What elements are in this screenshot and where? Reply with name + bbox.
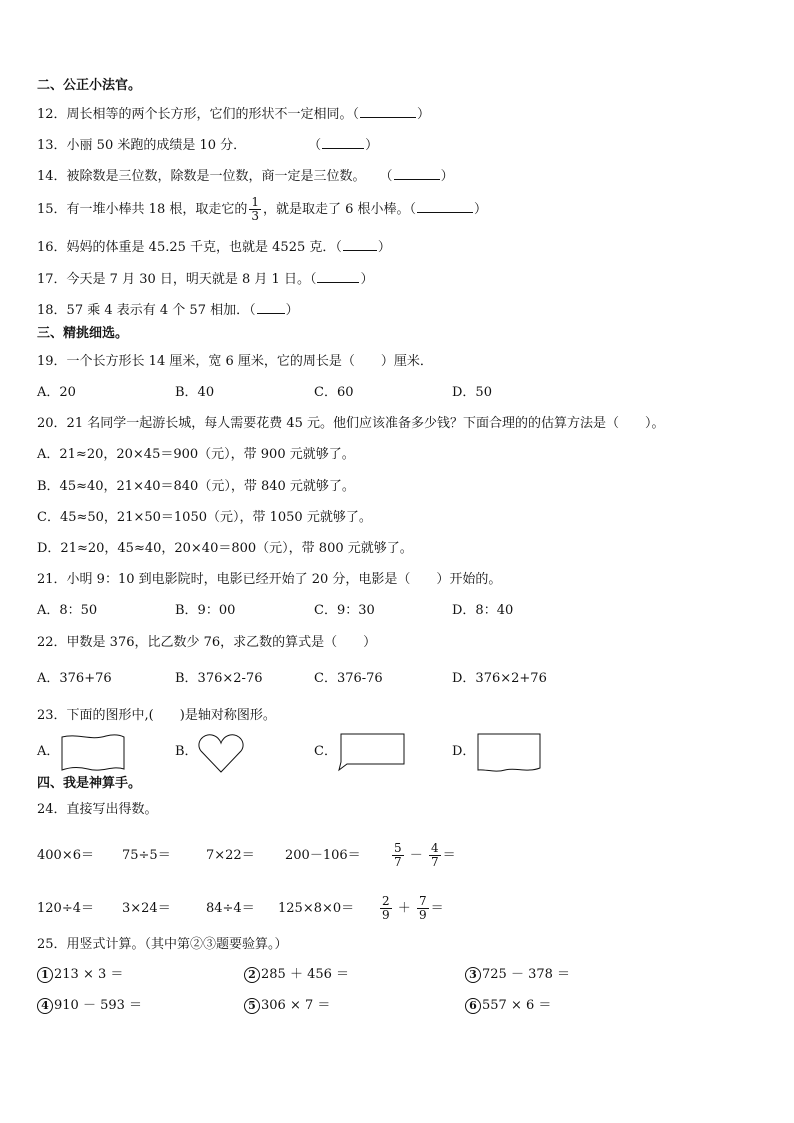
question-13: 13．小丽 50 米跑的成绩是 10 分． （ ） (37, 138, 379, 153)
question-15: 15．有一堆小棒共 18 根，取走它的 $\frac{1}{3}$ ，就是取走了 6 根小棒。（ ） (37, 195, 488, 223)
fraction-calc: $\frac{2}{9}$ ＋ $\frac{7}{9}$ ＝ (382, 894, 444, 922)
answer-blank[interactable] (317, 270, 359, 283)
option-c[interactable]: C． (314, 744, 337, 759)
question-20: 20．21 名同学一起游长城，每人需要花费 45 元。他们应该准备多少钱？下面合理的的估算方法是（ ）。 (37, 416, 665, 431)
option-a[interactable]: A． (37, 744, 60, 759)
question-18: 18．57 乘 4 表示有 4 个 57 相加．（ ） (37, 303, 299, 318)
calc-item: 400×6＝ (37, 848, 94, 863)
answer-blank[interactable] (394, 167, 440, 180)
option-a[interactable]: A．376+76 (37, 671, 112, 686)
answer-blank[interactable] (417, 200, 473, 213)
question-23: 23．下面的图形中,( )是轴对称图形。 (37, 708, 276, 723)
wavy-flag-shape[interactable] (60, 732, 126, 774)
circled-number: 1 (37, 967, 53, 983)
option-a[interactable]: A．8：50 (37, 603, 98, 618)
question-17: 17．今天是 7 月 30 日，明天就是 8 月 1 日。（ ） (37, 272, 374, 287)
answer-blank[interactable] (257, 301, 285, 314)
question-19: 19．一个长方形长 14 厘米，宽 6 厘米，它的周长是（ ）厘米． (37, 354, 433, 369)
option-b[interactable]: B．40 (175, 385, 215, 400)
circled-number: 6 (465, 998, 481, 1014)
option-b[interactable]: B．9：00 (175, 603, 236, 618)
heart-shape[interactable] (197, 732, 245, 774)
option-c[interactable]: C．60 (314, 385, 354, 400)
vertical-calc-6: 6 557 × 6 ＝ (465, 997, 551, 1015)
option-a[interactable]: A．20 (37, 385, 76, 400)
calc-item: 84÷4＝ (206, 901, 255, 916)
vertical-calc-5: 5 306 × 7 ＝ (244, 997, 330, 1015)
vertical-calc-2: 2 285 ＋ 456 ＝ (244, 966, 349, 984)
circled-number: 3 (465, 967, 481, 983)
question-21: 21．小明 9：10 到电影院时，电影已经开始了 20 分，电影是（ ）开始的。 (37, 572, 502, 587)
calc-item: 3×24＝ (122, 901, 171, 916)
fraction-calc: $\frac{5}{7}$ － $\frac{4}{7}$ ＝ (394, 841, 456, 869)
question-24: 24．直接写出得数。 (37, 802, 158, 817)
circled-number: 5 (244, 998, 260, 1014)
option-b[interactable]: B．45≈40，21×40＝840（元），带 840 元就够了。 (37, 479, 355, 494)
option-c[interactable]: C．9：30 (314, 603, 375, 618)
question-14: 14．被除数是三位数，除数是一位数，商一定是三位数。 （ ） (37, 169, 454, 184)
question-25: 25．用竖式计算。（其中第②③题要验算。） (37, 937, 288, 952)
option-d[interactable]: D．50 (452, 385, 492, 400)
option-b[interactable]: B． (175, 744, 198, 759)
wavy-bottom-rectangle-shape[interactable] (475, 732, 543, 774)
calc-item: 125×8×0＝ (278, 901, 355, 916)
fraction: $\frac{1}{3}$ (251, 195, 259, 223)
answer-blank[interactable] (322, 136, 364, 149)
option-d[interactable]: D． (452, 744, 476, 759)
section-4-title: 四、我是神算手。 (37, 776, 142, 791)
vertical-calc-4: 4 910 － 593 ＝ (37, 997, 142, 1015)
question-12: 12．周长相等的两个长方形，它们的形状不一定相同。（ ） (37, 107, 431, 122)
section-2-title: 二、公正小法官。 (37, 78, 142, 93)
option-d[interactable]: D．21≈20，45≈40，20×40＝800（元），带 800 元就够了。 (37, 541, 413, 556)
answer-blank[interactable] (360, 105, 416, 118)
rectangle-with-tail-shape[interactable] (337, 732, 407, 774)
calc-item: 75÷5＝ (122, 848, 171, 863)
calc-item: 120÷4＝ (37, 901, 94, 916)
option-d[interactable]: D．8：40 (452, 603, 514, 618)
option-a[interactable]: A．21≈20，20×45＝900（元），带 900 元就够了。 (37, 447, 355, 462)
calc-item: 200－106＝ (285, 848, 361, 863)
section-3-title: 三、精挑细选。 (37, 326, 129, 341)
circled-number: 4 (37, 998, 53, 1014)
question-22: 22．甲数是 376，比乙数少 76，求乙数的算式是（ ） (37, 635, 377, 650)
option-b[interactable]: B．376×2-76 (175, 671, 263, 686)
question-16: 16．妈妈的体重是 45.25 千克，也就是 4525 克．（ ） (37, 240, 391, 255)
circled-number: 2 (244, 967, 260, 983)
calc-item: 7×22＝ (206, 848, 255, 863)
option-c[interactable]: C．45≈50，21×50＝1050（元），带 1050 元就够了。 (37, 510, 372, 525)
option-d[interactable]: D．376×2+76 (452, 671, 547, 686)
vertical-calc-3: 3 725 － 378 ＝ (465, 966, 570, 984)
answer-blank[interactable] (343, 238, 377, 251)
vertical-calc-1: 1 213 × 3 ＝ (37, 966, 123, 984)
option-c[interactable]: C．376-76 (314, 671, 383, 686)
